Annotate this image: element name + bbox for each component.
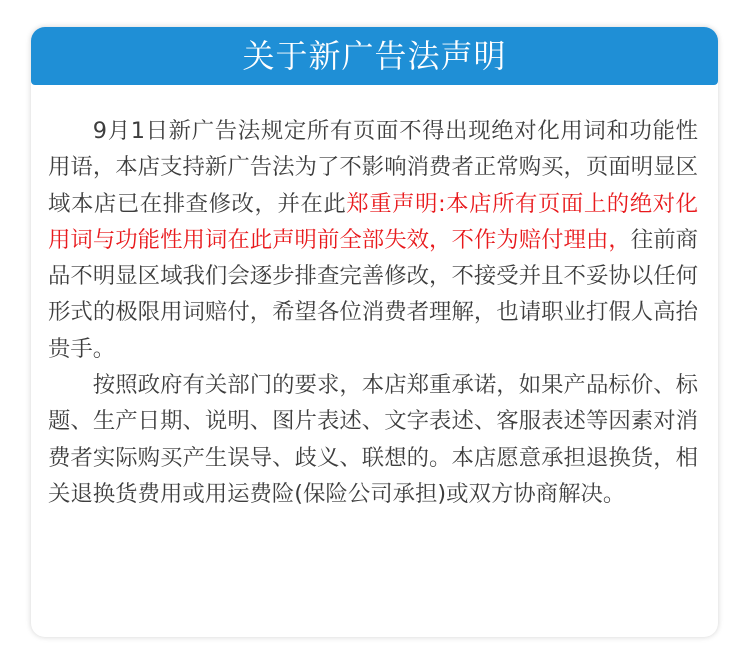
paragraph-1-text-start: 9月1日新广告法规定所有页面不得出现绝对化用词和功能性用语，本店支持新广告法为了不影响消费者正常购买，页面明显区域本店已在排查修改，并在此	[48, 118, 698, 217]
paragraph-1	[48, 113, 698, 367]
announcement-card	[31, 27, 718, 637]
paragraph-1-text-end: 往前商品不明显区域我们会逐步排查完善修改，不接受并且不妥协以任何形式的极限用词赔付，希望各位消费者理解，也请职业打假人高抬贵手。	[48, 226, 699, 362]
highlighted-statement: 郑重声明:本店所有页面上的绝对化用词与功能性用词在此声明前全部失效，不作为赔付理由，	[48, 190, 699, 253]
paragraph-2: 按照政府有关部门的要求，本店郑重承诺，如果产品标价、标题、生产日期、说明、图片表述、文字表述、客服表述等因素对消费者实际购买产生误导、歧义、联想的。本店愿意承担退换货，相关退换货费用或用运费险(保险公司承担)或双方协商解决。	[48, 372, 698, 507]
announcement-body	[48, 113, 698, 512]
announcement-title: 关于新广告法声明	[31, 27, 718, 85]
